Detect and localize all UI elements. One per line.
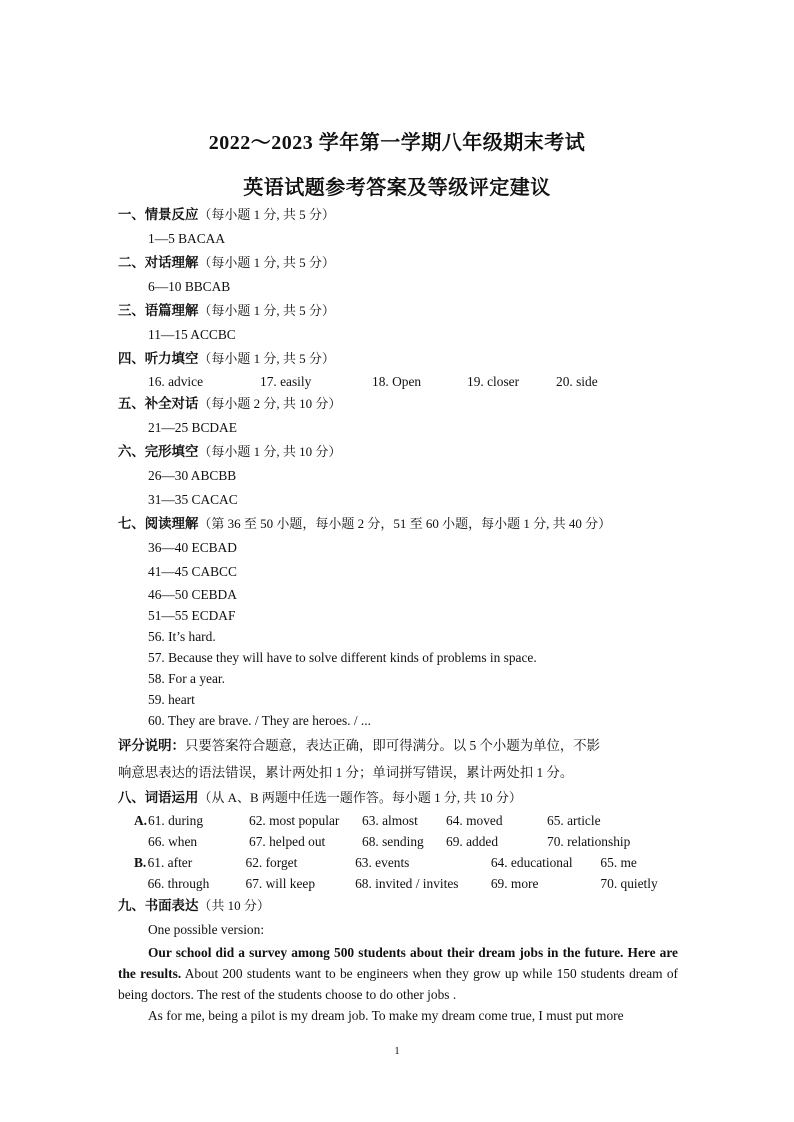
section-note: （共 10 分） [198, 898, 270, 913]
page-number: 1 [394, 1045, 400, 1057]
grading-label: 评分说明： [118, 739, 185, 754]
answer-item: 20. side [556, 374, 598, 389]
answer-line: 26—30 ABCBB [148, 468, 237, 483]
word-use-a-row-2 [118, 831, 678, 852]
section-note: （第 36 至 50 小题，每小题 2 分，51 至 60 小题，每小题 1 分, 共 40 分） [198, 516, 612, 531]
word-use-b-row-2 [118, 873, 678, 894]
answer-line: 36—40 ECBAD [148, 540, 237, 555]
answer-content [118, 203, 678, 1026]
model-essay [118, 942, 678, 1026]
answer-item: 16. advice [148, 374, 204, 389]
answer-line: 59. heart [148, 692, 195, 707]
answer-item: 66. through [147, 876, 210, 891]
section-note: （每小题 1 分, 共 10 分） [198, 444, 342, 459]
section-4-heading [118, 347, 678, 371]
exam-subtitle: 英语试题参考答案及等级评定建议 [243, 177, 551, 199]
section-title: 五、补全对话 [118, 397, 199, 412]
answer-line: 60. They are brave. / They are heroes. / ... [148, 713, 371, 728]
answer-item: 70. quietly [600, 876, 658, 891]
section-7-heading [118, 512, 678, 536]
section-title: 八、词语运用 [118, 791, 199, 806]
answer-item: 64. moved [446, 813, 503, 828]
section-title: 三、语篇理解 [118, 304, 199, 319]
answer-line: 41—45 CABCC [148, 564, 237, 579]
answer-line: 11—15 ACCBC [148, 327, 236, 342]
section-note: （每小题 1 分, 共 5 分） [198, 351, 335, 366]
word-use-b-row-1 [118, 852, 678, 873]
answer-line: 31—35 CACAC [148, 492, 238, 507]
section-title: 七、阅读理解 [118, 517, 199, 532]
answer-line: 21—25 BCDAE [148, 420, 237, 435]
section-8-heading [118, 786, 678, 810]
answer-line: 51—55 ECDAF [148, 608, 236, 623]
answer-item: 70. relationship [547, 834, 631, 849]
answer-line: 56. It’s hard. [148, 629, 216, 644]
section-note: （每小题 2 分, 共 10 分） [198, 396, 342, 411]
section-note: （每小题 1 分, 共 5 分） [198, 255, 335, 270]
answer-item: 62. forget [245, 855, 298, 870]
essay-paragraph-2: As for me, being a pilot is my dream job. To make my dream come true, I must put more [148, 1008, 624, 1023]
answer-item: 69. added [446, 834, 499, 849]
answer-item: 67. helped out [249, 834, 326, 849]
word-use-a-row-1 [118, 810, 678, 831]
answer-item: 65. me [600, 855, 637, 870]
answer-item: 63. events [355, 855, 410, 870]
answer-line: 58. For a year. [148, 671, 225, 686]
section-6-heading [118, 440, 678, 464]
section-title: 六、完形填空 [118, 445, 199, 460]
option-label: B. [134, 855, 147, 870]
answer-item: 18. Open [372, 374, 422, 389]
grading-text-1: 只要答案符合题意，表达正确，即可得满分。以 5 个小题为单位，不影 [184, 738, 601, 753]
section-title: 九、书面表达 [118, 899, 199, 914]
answer-line: 57. Because they will have to solve different kinds of problems in space. [148, 650, 537, 665]
grading-note [118, 733, 678, 786]
section-note: （每小题 1 分, 共 5 分） [198, 303, 335, 318]
answer-item: 17. easily [260, 374, 312, 389]
section-note: （从 A、B 两题中任选一题作答。每小题 1 分, 共 10 分） [198, 790, 522, 805]
section-title: 二、对话理解 [118, 256, 199, 271]
section-2-heading [118, 251, 678, 275]
grading-text-2: 响意思表达的语法错误，累计两处扣 1 分；单词拼写错误，累计两处扣 1 分。 [118, 765, 574, 780]
section-note: （每小题 1 分, 共 5 分） [198, 207, 335, 222]
answer-item: 66. when [148, 834, 198, 849]
answer-line: 46—50 CEBDA [148, 587, 237, 602]
version-label: One possible version: [148, 922, 265, 937]
section-1-heading [118, 203, 678, 227]
answer-item: 19. closer [467, 374, 520, 389]
answer-item: 65. article [547, 813, 601, 828]
answer-item: 69. more [490, 876, 539, 891]
exam-title: 2022～2023 学年第一学期八年级期末考试 [208, 132, 586, 154]
essay-body: About 200 students want to be engineers when they grow up while 150 students dream of being doctors. The rest of the students choose to do other jobs . [118, 966, 678, 1002]
answer-item: 62. most popular [249, 813, 340, 828]
answer-line: 1—5 BACAA [148, 231, 226, 246]
essay-paragraph-1 [118, 942, 678, 1005]
section-5-heading [118, 392, 678, 416]
answer-item: 61. after [147, 855, 193, 870]
answer-item: 67. will keep [245, 876, 316, 891]
section-title: 一、情景反应 [118, 208, 199, 223]
section-title: 四、听力填空 [118, 352, 199, 367]
answer-item: 63. almost [362, 813, 418, 828]
listening-answers-row [118, 371, 678, 392]
option-label: A. [134, 813, 148, 828]
answer-item: 64. educational [490, 855, 573, 870]
answer-item: 68. invited / invites [355, 876, 459, 891]
answer-item: 68. sending [362, 834, 424, 849]
essay-lead: Our school did a survey among 500 students about their dream jobs in the future. Here are the results. [118, 945, 678, 981]
section-3-heading [118, 299, 678, 323]
section-9-heading [118, 894, 678, 918]
answer-item: 61. during [148, 813, 204, 828]
answer-line: 6—10 BBCAB [148, 279, 231, 294]
